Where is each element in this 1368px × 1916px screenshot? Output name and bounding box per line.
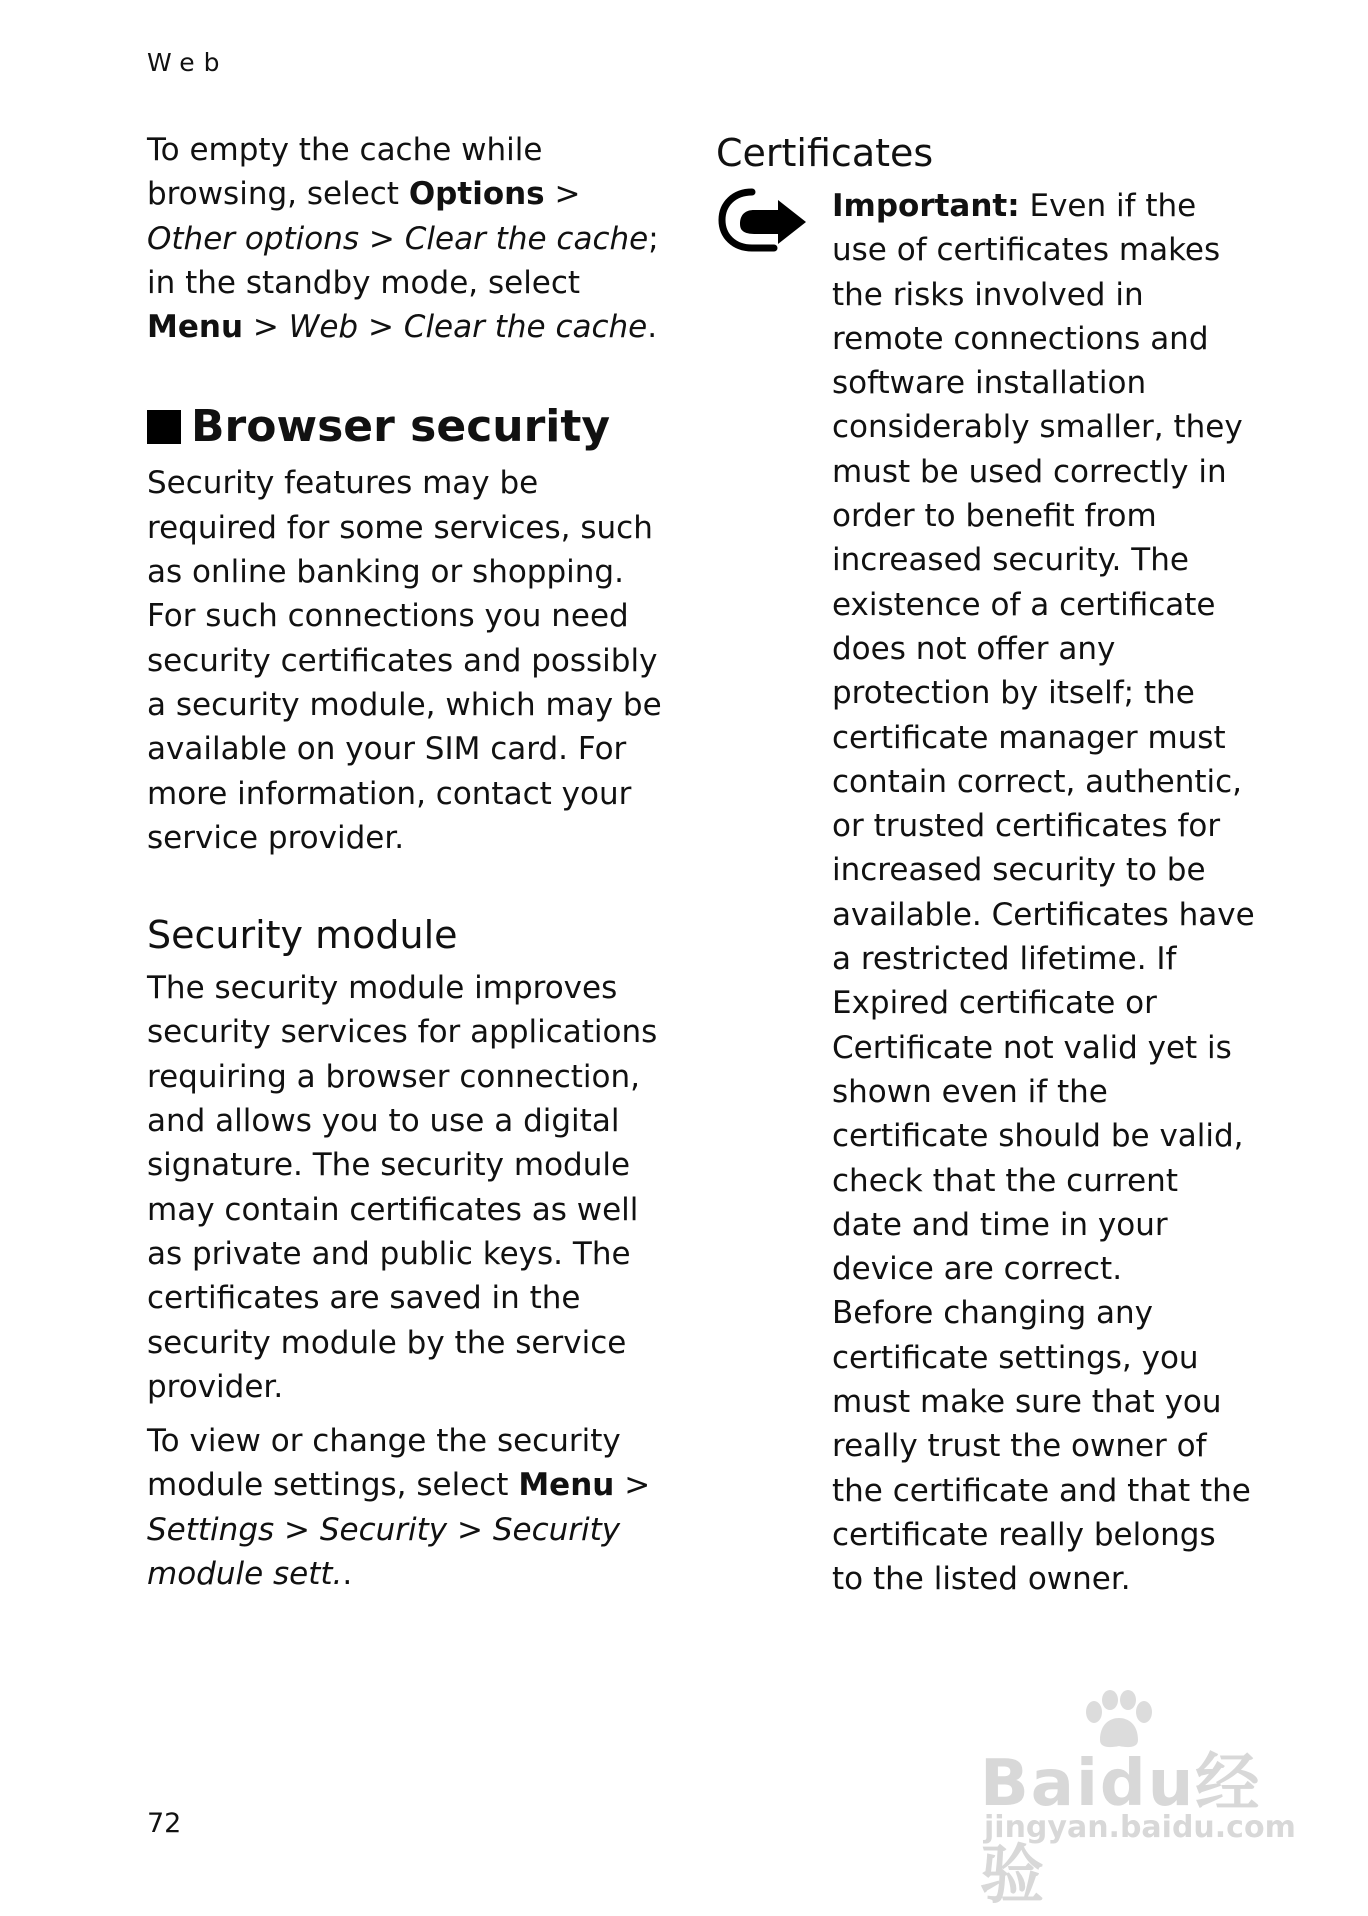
menu-path-other-options: Other options bbox=[147, 220, 360, 257]
important-hand-icon bbox=[716, 186, 810, 256]
baidu-watermark bbox=[970, 1690, 1300, 1913]
important-paragraph: Important: Even if the use of certificates makes the risks involved in remote connections and software installation considerably smaller, they must be used correctly in order to benefit from increased security. The existence of a certificate does not offer any protection by itself; the certificate manager must contain correct, authentic, or trusted certificates for increased security to be available. Certificates have a restricted lifetime. If Expired certificate or Certificate not valid yet is shown even if the certificate should be valid, check that the current date and time in your device are correct. bbox=[832, 188, 1255, 1288]
menu-path-web: Web bbox=[288, 309, 359, 346]
menu-path-options: Options bbox=[408, 176, 545, 213]
page-number: 72 bbox=[147, 1808, 182, 1839]
menu-path-clear-cache: Clear the cache bbox=[403, 309, 648, 346]
module-settings-paragraph: To view or change the security module settings, select Menu > Settings > Security > Security module sett.. bbox=[147, 1423, 651, 1593]
section-square-icon bbox=[147, 410, 181, 444]
watermark-url: jingyan.baidu.com bbox=[984, 1810, 1296, 1845]
menu-path-settings: Settings bbox=[147, 1511, 275, 1548]
security-module-paragraph: The security module improves security services for applications requiring a browser connection, and allows you to use a digital signature. The security module may contain certificates as well as private and public keys. The certificates are saved in the security module by the service provider. bbox=[147, 970, 658, 1405]
menu-path-security: Security bbox=[319, 1511, 448, 1548]
running-head: Web bbox=[147, 48, 229, 77]
menu-path-clear-cache: Clear the cache bbox=[404, 220, 649, 257]
section-title-browser-security: Browser security bbox=[147, 399, 677, 455]
left-column bbox=[147, 128, 677, 1596]
security-features-paragraph: Security features may be required for some services, such as online banking or shopping. For such connections you need security certificates and possibly a security module, which may be available on your SIM card. For more information, contact your service provider. bbox=[147, 465, 662, 856]
watermark-brand: Baidu经验 bbox=[980, 1747, 1262, 1913]
subsection-title-certificates: Certificates bbox=[716, 131, 934, 175]
subsection-title-security-module: Security module bbox=[147, 913, 458, 958]
before-changing-paragraph: Before changing any certificate settings, you must make sure that you really trust the owner of the certificate and that the certificate really belongs to the listed owner. bbox=[832, 1295, 1251, 1598]
right-column bbox=[716, 128, 1256, 1602]
important-label: Important: bbox=[832, 188, 1020, 224]
menu-path-menu: Menu bbox=[147, 309, 244, 346]
cache-paragraph: To empty the cache while browsing, select Options > Other options > Clear the cache; in the standby mode, select Menu > Web > Clear the cache. bbox=[147, 132, 659, 346]
menu-path-security-module-sett: Security module sett. bbox=[147, 1511, 621, 1593]
important-note bbox=[716, 184, 1256, 1602]
menu-path-menu: Menu bbox=[518, 1467, 615, 1504]
